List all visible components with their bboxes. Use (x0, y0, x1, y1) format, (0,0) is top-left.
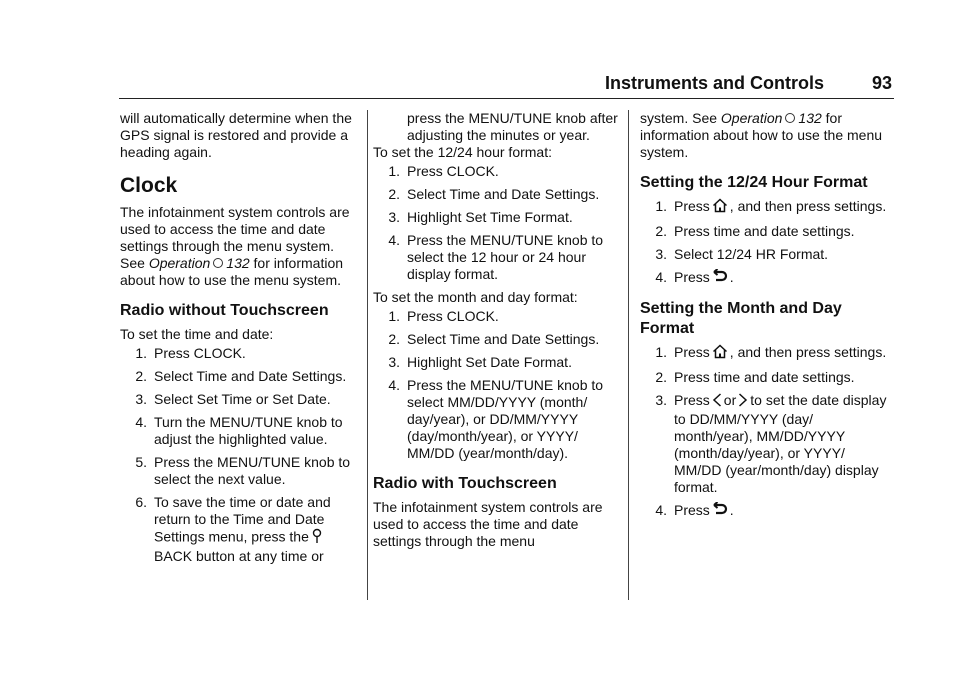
section-title: Instruments and Controls (604, 73, 824, 93)
list-item: 2. Select Time and Date Settings. (388, 186, 600, 202)
touchscreen-month-day-steps (640, 344, 890, 520)
hour-format-steps (373, 163, 618, 283)
step-continuation: press the MENU/TUNE knob after adjusting the minutes or year. (407, 110, 618, 143)
gps-continuation: will automatically determine when the GPS signal is restored and provide a heading again. (120, 110, 352, 160)
month-day-steps (373, 308, 618, 462)
page-number: 93 (871, 73, 892, 93)
chevron-right-icon (738, 393, 748, 411)
column-divider-right (628, 110, 629, 600)
month-day-intro: To set the month and day format: (373, 289, 578, 305)
list-item: 3. Select 12/24 HR Format. (655, 246, 829, 262)
cross-reference-icon (785, 113, 795, 123)
operation-link[interactable]: Operation (720, 110, 783, 126)
list-item: 1. Press CLOCK. (388, 308, 499, 324)
set-time-intro: To set the time and date: (120, 326, 274, 342)
list-item: 6. To save the time or date and return to the Time and Date Settings menu, press the BACK button at any time or (135, 494, 331, 564)
list-item: 1. Press , and then press settings. (640, 344, 890, 363)
list-item: 3. Highlight Set Date Format. (388, 354, 572, 370)
list-item: 4. Press . (640, 269, 890, 287)
menu-continuation: system. See Operation 132 for information about how to use the menu system. (640, 110, 883, 160)
list-item: 4. Press the MENU/TUNE knob to select the 12 hour or 24 hour display format. (388, 232, 604, 282)
chevron-left-icon (712, 393, 722, 411)
list-item: 1. Press , and then press settings. (640, 198, 890, 217)
header-rule (119, 98, 894, 99)
back-icon (311, 528, 323, 548)
back-arrow-icon (712, 502, 728, 520)
column-3 (640, 110, 890, 520)
cross-reference-icon (213, 258, 223, 268)
set-time-steps (120, 345, 360, 565)
list-item: 2. Press time and date settings. (655, 369, 855, 386)
home-icon (712, 344, 728, 363)
list-item: 4. Press the MENU/TUNE knob to select MM/DD/YYYY (month/ day/year), or DD/MM/YYYY (day/month/year), or YYYY/ MM/DD (year/month/day). (388, 377, 604, 461)
home-icon (712, 198, 728, 217)
back-arrow-icon (712, 269, 728, 287)
list-item: 1. Press CLOCK. (388, 163, 499, 179)
list-item: 4. Turn the MENU/TUNE knob to adjust the highlighted value. (135, 414, 343, 447)
radio-without-touchscreen-heading: Radio without Touchscreen (120, 302, 329, 319)
hour-format-intro: To set the 12/24 hour format: (373, 144, 552, 160)
list-item: 2. Select Time and Date Settings. (135, 368, 347, 384)
month-day-format-heading: Setting the Month and Day Format (640, 300, 842, 338)
hour-format-heading: Setting the 12/24 Hour Format (640, 174, 868, 191)
list-item: 5. Press the MENU/TUNE knob to select the next value. (135, 454, 351, 487)
column-2 (373, 110, 618, 550)
clock-heading: Clock (120, 174, 178, 197)
list-item: 3. Highlight Set Time Format. (388, 209, 573, 225)
list-item: 2. Select Time and Date Settings. (388, 331, 600, 347)
page-reference[interactable]: 132 (226, 255, 250, 271)
list-item: 3. Press or to set the date display to DD/MM/YYYY (day/ month/year), MM/DD/YYYY (month/day/year), or YYYY/ MM/DD (year/month/day) display format. (655, 392, 887, 495)
column-divider-left (367, 110, 368, 600)
page-reference[interactable]: 132 (798, 110, 822, 126)
radio-with-touchscreen-heading: Radio with Touchscreen (373, 475, 557, 492)
list-item: 4. Press . (640, 502, 890, 520)
touchscreen-hour-format-steps (640, 198, 890, 287)
clock-paragraph: The infotainment system controls are used to access the time and date settings through the menu system. See Operation 132 for information about how to use the menu system. (120, 204, 350, 288)
list-item: 2. Press time and date settings. (655, 223, 855, 239)
column-1 (120, 110, 360, 565)
list-item: 3. Select Set Time or Set Date. (135, 391, 331, 407)
touchscreen-paragraph: The infotainment system controls are used to access the time and date settings through the menu (373, 499, 603, 549)
operation-link[interactable]: Operation (148, 255, 211, 271)
list-item: 1. Press CLOCK. (135, 345, 246, 361)
